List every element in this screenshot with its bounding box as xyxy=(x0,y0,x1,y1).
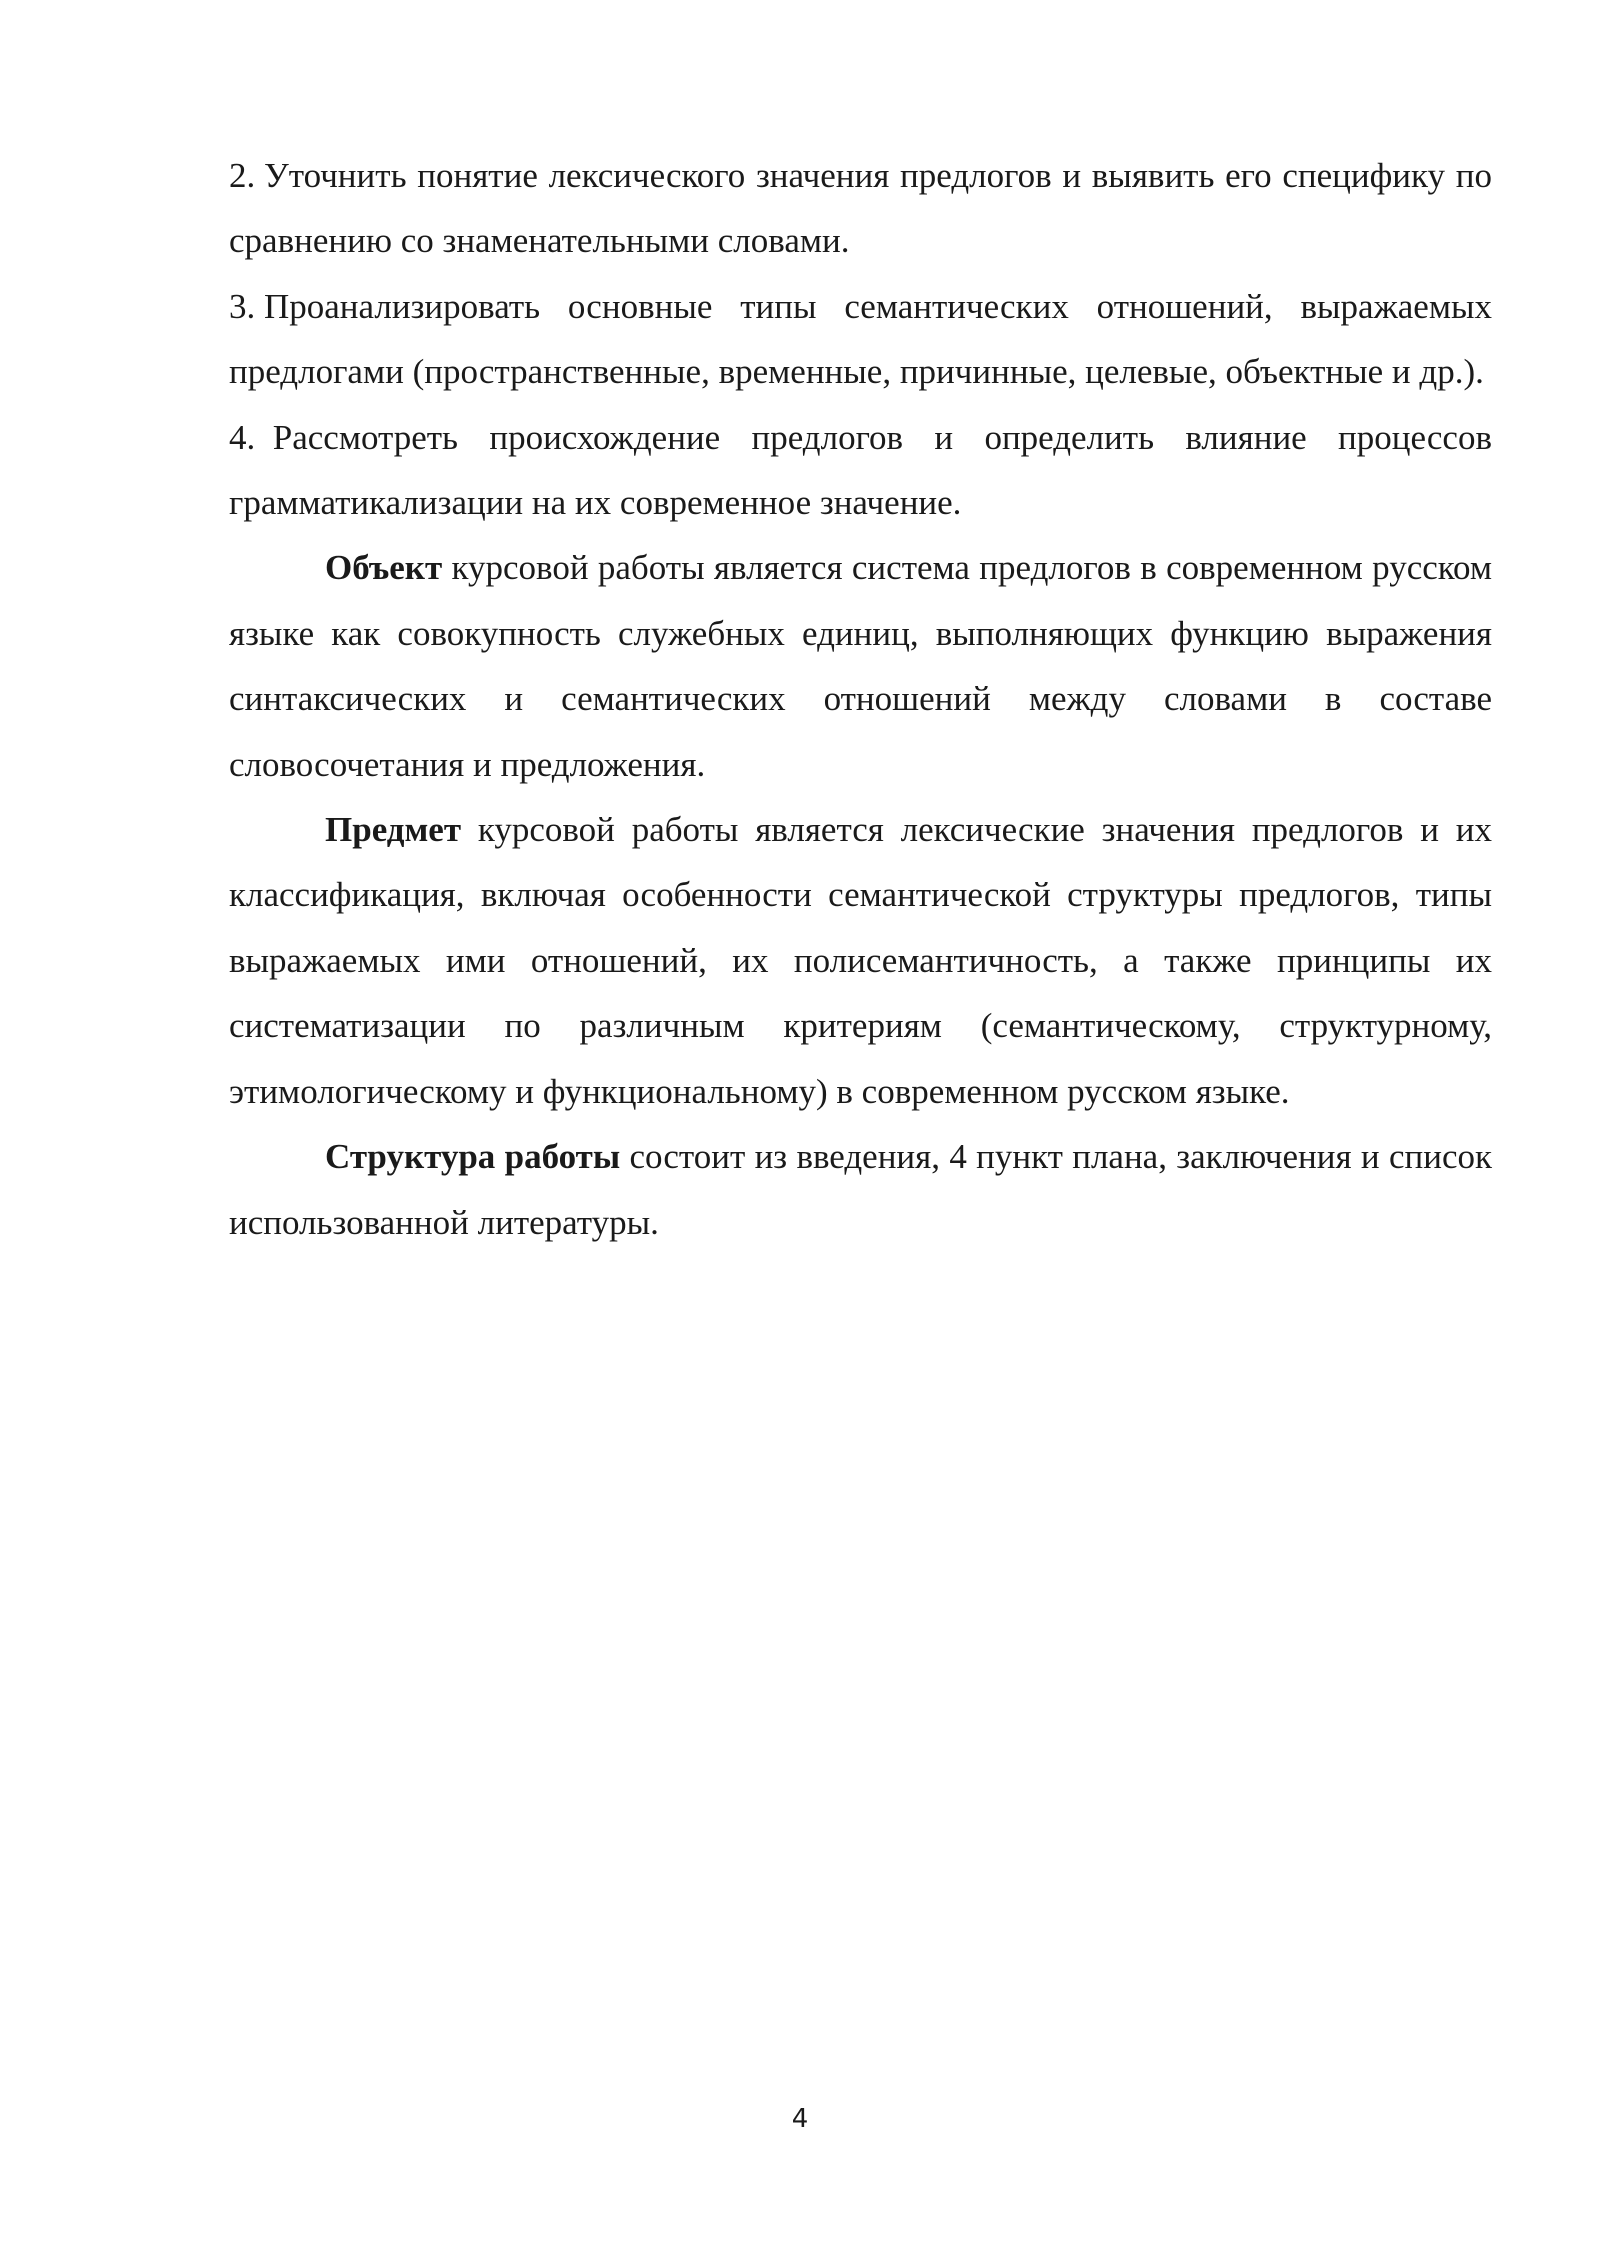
list-item-text: Проанализировать основные типы семантических отношений, выражаемых предлогами (пространственные, временные, причинные, целевые, объектные и др.). xyxy=(229,286,1492,392)
paragraph-text: состоит из введения, 4 пункт плана, заключения и список использованной литературы. xyxy=(229,1137,1492,1242)
page-number: 4 xyxy=(791,2104,809,2134)
list-item-4 xyxy=(229,405,1492,536)
paragraph-subject xyxy=(229,797,1492,1124)
list-item-2 xyxy=(229,143,1492,274)
paragraph-bold-term: Структура работы xyxy=(325,1137,621,1177)
list-item-3 xyxy=(229,274,1492,405)
list-item-number: 2. xyxy=(229,156,264,195)
list-item-number: 3. xyxy=(229,286,264,326)
list-item-number: 4. xyxy=(229,417,273,457)
paragraph-bold-term: Объект xyxy=(325,548,443,588)
list-item-text: Рассмотреть происхождение предлогов и определить влияние процессов грамматикализации на их современное значение. xyxy=(229,417,1492,523)
paragraph-bold-term: Предмет xyxy=(325,810,462,850)
list-item-text: Уточнить понятие лексического значения предлогов и выявить его специфику по сравнению со знаменательными словами. xyxy=(229,156,1492,261)
document-body xyxy=(229,143,1492,1255)
paragraph-object xyxy=(229,535,1492,797)
paragraph-text: курсовой работы является система предлогов в современном русском языке как совокупность служебных единиц, выполняющих функцию выражения синтаксических и семантических отношений между словами в составе словосочетания и предложения. xyxy=(229,548,1492,784)
paragraph-text: курсовой работы является лексические значения предлогов и их классификация, включая особенности семантической структуры предлогов, типы выражаемых ими отношений, их полисемантичность, а также принципы их систематизации по различным критериям (семантическому, структурному, этимологическому и функциональному) в современном русском языке. xyxy=(229,810,1492,1111)
paragraph-structure xyxy=(229,1124,1492,1255)
